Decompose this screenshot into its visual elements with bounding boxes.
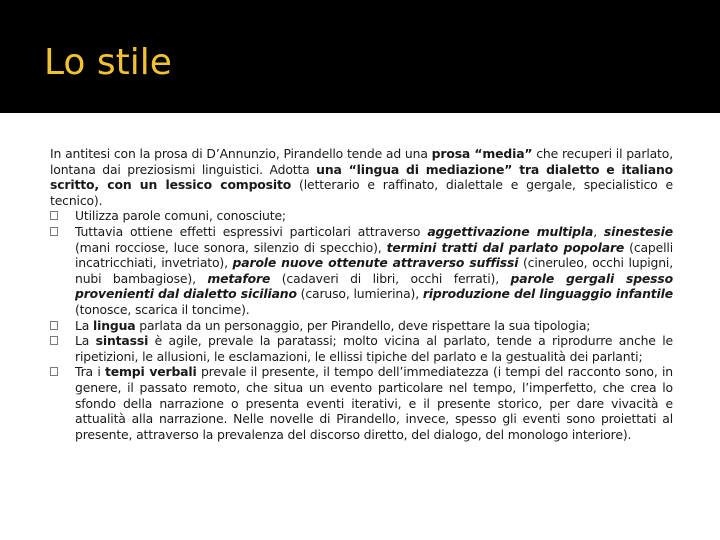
slide-body <box>50 146 673 442</box>
bullet-text: La <box>75 317 93 333</box>
bullet-text: Tra i <box>75 364 105 380</box>
bullet-item-effetti <box>50 224 673 318</box>
intro-bold-1: prosa “media” <box>431 146 533 161</box>
bullet-text: (caruso, lumierina), <box>296 286 423 302</box>
bullet-emphasis: aggettivazione multipla <box>427 223 594 239</box>
bullet-bold: tempi verbali <box>104 364 197 380</box>
square-bullet-icon <box>50 227 58 236</box>
square-bullet-icon <box>50 367 58 376</box>
bullet-emphasis: riproduzione del linguaggio infantile <box>422 286 673 302</box>
intro-text-2: che recuperi il parlato, lontana dai preziosismi linguistici. Adotta <box>50 146 673 177</box>
bullet-text: parlata da un personaggio, per Pirandello, deve rispettare la sua tipologia; <box>135 317 591 333</box>
bullet-text: prevale il presente, il tempo dell’immediatezza (i tempi del racconto sono, in genere, il passato remoto, che situa un evento particolare nel tempo, l’imperfetto, che crea lo sfondo della narrazione o presenta eventi iterativi, e il presente storico, per dare vivacità e attualità alla narrazione. Nelle novelle di Pirandello, invece, spesso gli eventi sono proiettati al presente, attraverso la prevalenza del discorso diretto, del dialogo, del monologo interiore). <box>75 364 673 442</box>
bullet-text: (capelli incatricchiati, invetriato), <box>75 239 673 271</box>
bullet-item-tempi-verbali <box>50 364 673 442</box>
square-bullet-icon <box>50 336 58 345</box>
bullet-text: , <box>593 223 604 239</box>
bullet-text: La <box>75 333 96 349</box>
bullet-emphasis: metafore <box>207 270 271 286</box>
bullet-item-sintassi <box>50 333 673 364</box>
bullet-text: (mani rocciose, luce sonora, silenzio di specchio), <box>75 239 387 255</box>
intro-bold-2: una “lingua di mediazione” tra dialetto e italiano scritto, con un lessico composito <box>50 161 673 193</box>
bullet-text: Tuttavia ottiene effetti espressivi particolari attraverso <box>75 223 428 239</box>
square-bullet-icon <box>50 321 58 330</box>
slide-title: Lo stile <box>44 42 172 83</box>
bullet-emphasis: parole gergali spesso provenienti dal dialetto siciliano <box>75 270 673 302</box>
bullet-emphasis: sinestesie <box>603 223 673 239</box>
bullet-bold: lingua <box>93 317 136 333</box>
bullet-text: Utilizza parole comuni, conosciute; <box>75 208 286 224</box>
square-bullet-icon <box>50 211 58 220</box>
title-bar <box>0 0 720 113</box>
bullet-emphasis: parole nuove ottenute attraverso suffissi <box>232 255 519 271</box>
bullet-list <box>50 208 673 442</box>
bullet-text: (tonosce, scarica il toncime). <box>75 301 250 317</box>
intro-text-3: (letterario e raffinato, dialettale e gergale, specialistico e tecnico). <box>50 177 673 208</box>
intro-text-1: In antitesi con la prosa di D’Annunzio, Pirandello tende ad una <box>50 146 432 161</box>
intro-paragraph <box>50 146 673 208</box>
bullet-emphasis: termini tratti dal parlato popolare <box>386 239 625 255</box>
bullet-text: (cadaveri di libri, occhi ferrati), <box>270 270 511 286</box>
bullet-text: è agile, prevale la paratassi; molto vicina al parlato, tende a riprodurre anche le ripetizioni, le allusioni, le esclamazioni, le ellissi tipiche del parlato e la gestualità dei parlanti; <box>75 333 673 364</box>
bullet-text: (cineruleo, occhi lupigni, nubi bambagiose), <box>75 255 673 286</box>
bullet-bold: sintassi <box>95 333 149 349</box>
bullet-item-parole <box>50 208 673 224</box>
bullet-item-lingua <box>50 318 673 334</box>
